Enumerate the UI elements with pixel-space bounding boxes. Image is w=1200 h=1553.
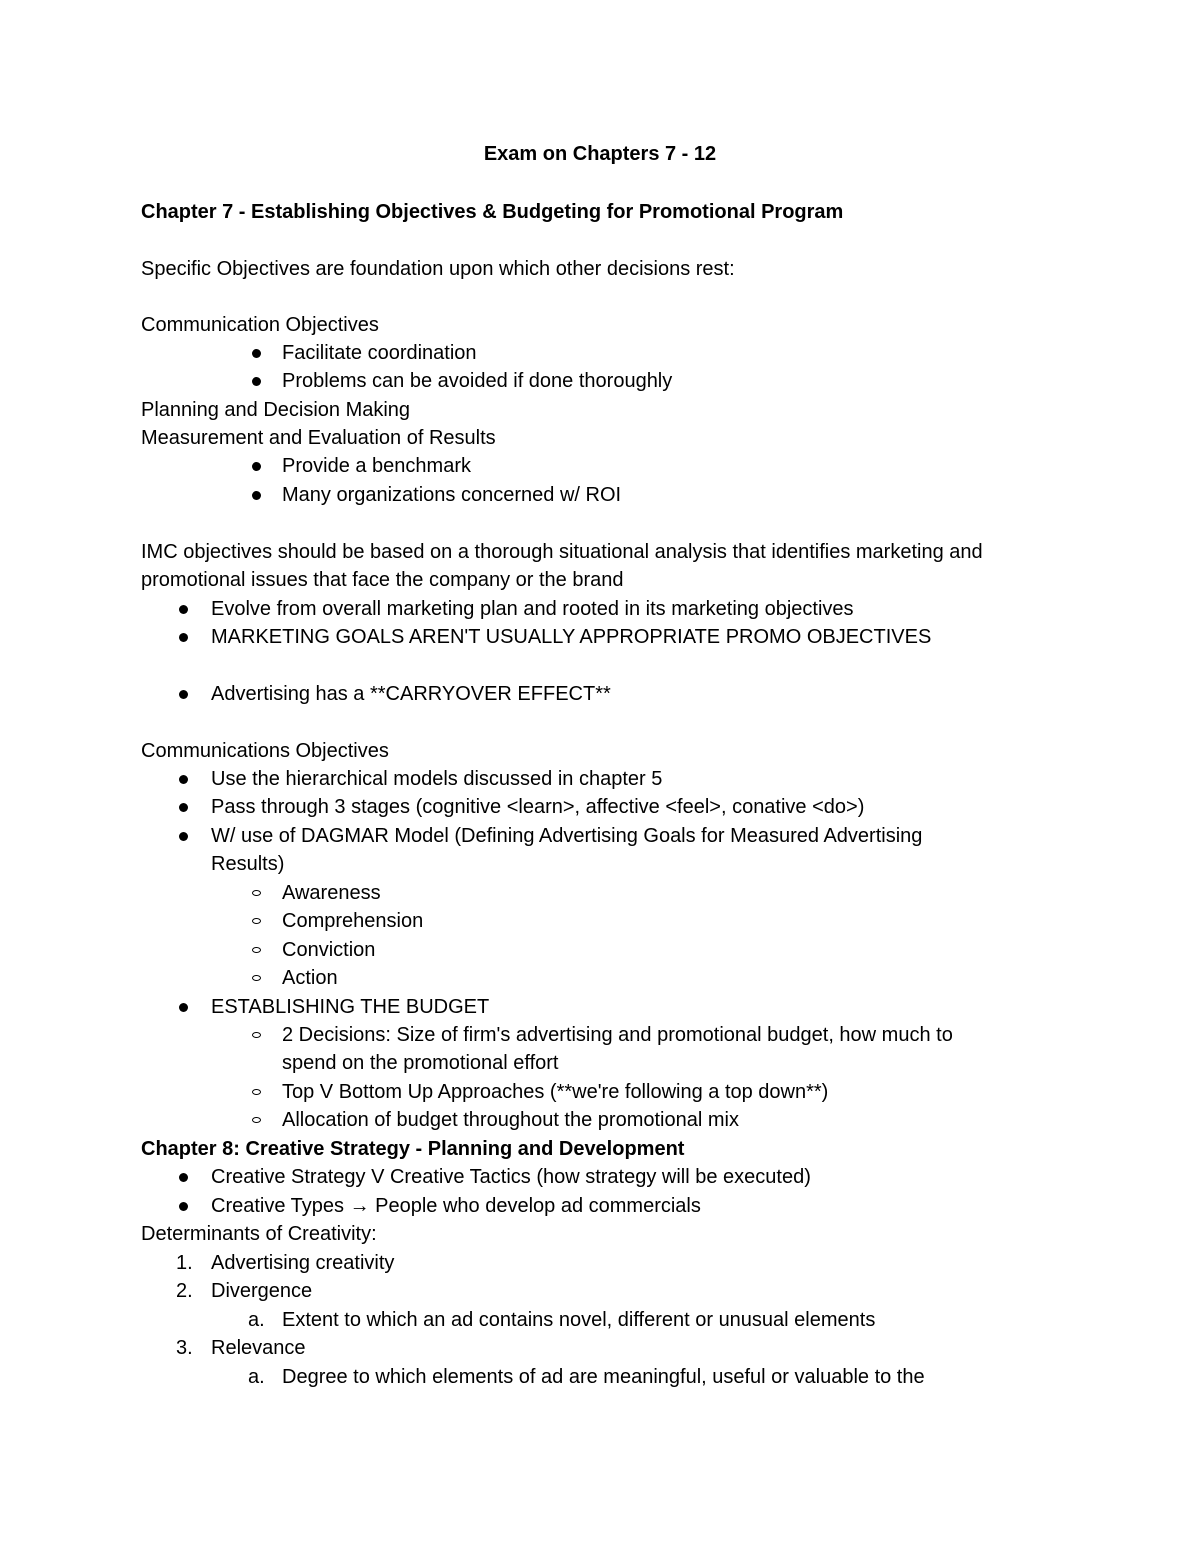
chapter-7-heading: Chapter 7 - Establishing Objectives & Budgeting for Promotional Program	[141, 201, 844, 223]
hollow-bullet-icon	[252, 1032, 261, 1038]
communication-objectives-label: Communication Objectives	[141, 314, 379, 336]
bullet-icon	[179, 690, 188, 699]
bullet-icon	[252, 349, 261, 358]
sub-list-item-continuation: spend on the promotional effort	[282, 1052, 559, 1074]
sub-list-item: Top V Bottom Up Approaches (**we're following a top down**)	[282, 1081, 829, 1103]
imc-paragraph-line: IMC objectives should be based on a thorough situational analysis that identifies marketing and	[141, 541, 983, 563]
bullet-icon	[179, 1003, 188, 1012]
hollow-bullet-icon	[252, 1117, 261, 1123]
list-letter: a.	[248, 1309, 265, 1331]
list-item: Many organizations concerned w/ ROI	[282, 484, 622, 506]
planning-label: Planning and Decision Making	[141, 399, 411, 421]
numbered-item: Divergence	[211, 1280, 313, 1302]
bullet-icon	[179, 633, 188, 642]
document-title: Exam on Chapters 7 - 12	[483, 143, 717, 165]
lettered-item: Degree to which elements of ad are meaningful, useful or valuable to the	[282, 1366, 925, 1388]
list-item: W/ use of DAGMAR Model (Defining Advertising Goals for Measured Advertising	[211, 825, 923, 847]
hollow-bullet-icon	[252, 1089, 261, 1095]
bullet-icon	[252, 377, 261, 386]
intro-text: Specific Objectives are foundation upon which other decisions rest:	[141, 258, 735, 280]
list-letter: a.	[248, 1366, 265, 1388]
list-item: Facilitate coordination	[282, 342, 477, 364]
bullet-icon	[179, 832, 188, 841]
bullet-icon	[252, 462, 261, 471]
hollow-bullet-icon	[252, 918, 261, 924]
bullet-icon	[179, 775, 188, 784]
hollow-bullet-icon	[252, 947, 261, 953]
list-item: MARKETING GOALS AREN'T USUALLY APPROPRIATE PROMO OBJECTIVES	[211, 626, 932, 648]
list-number: 1.	[176, 1252, 193, 1274]
sub-list-item: Conviction	[282, 939, 376, 961]
sub-list-item: 2 Decisions: Size of firm's advertising and promotional budget, how much to	[282, 1024, 953, 1046]
list-item: Evolve from overall marketing plan and rooted in its marketing objectives	[211, 598, 854, 620]
list-item: Advertising has a **CARRYOVER EFFECT**	[211, 683, 611, 705]
bullet-icon	[179, 803, 188, 812]
list-item: Problems can be avoided if done thoroughly	[282, 370, 673, 392]
determinants-label: Determinants of Creativity:	[141, 1223, 377, 1245]
bullet-icon	[179, 1173, 188, 1182]
list-item: Pass through 3 stages (cognitive <learn>, affective <feel>, conative <do>)	[211, 796, 865, 818]
list-item: ESTABLISHING THE BUDGET	[211, 996, 490, 1018]
bullet-icon	[179, 605, 188, 614]
sub-list-item: Comprehension	[282, 910, 424, 932]
sub-list-item: Allocation of budget throughout the promotional mix	[282, 1109, 739, 1131]
numbered-item: Relevance	[211, 1337, 306, 1359]
hollow-bullet-icon	[252, 975, 261, 981]
list-item: Provide a benchmark	[282, 455, 471, 477]
list-item: Creative Types → People who develop ad commercials	[211, 1195, 701, 1217]
imc-paragraph-line: promotional issues that face the company or the brand	[141, 569, 624, 591]
sub-list-item: Action	[282, 967, 338, 989]
list-number: 3.	[176, 1337, 193, 1359]
numbered-item: Advertising creativity	[211, 1252, 395, 1274]
hollow-bullet-icon	[252, 890, 261, 896]
sub-list-item: Awareness	[282, 882, 381, 904]
bullet-icon	[252, 491, 261, 500]
lettered-item: Extent to which an ad contains novel, different or unusual elements	[282, 1309, 876, 1331]
list-item: Use the hierarchical models discussed in chapter 5	[211, 768, 663, 790]
chapter-8-heading: Chapter 8: Creative Strategy - Planning and Development	[141, 1138, 685, 1160]
bullet-icon	[179, 1202, 188, 1211]
list-item-continuation: Results)	[211, 853, 285, 875]
measurement-label: Measurement and Evaluation of Results	[141, 427, 496, 449]
list-item: Creative Strategy V Creative Tactics (how strategy will be executed)	[211, 1166, 811, 1188]
communications-objectives-label: Communications Objectives	[141, 740, 389, 762]
list-number: 2.	[176, 1280, 193, 1302]
